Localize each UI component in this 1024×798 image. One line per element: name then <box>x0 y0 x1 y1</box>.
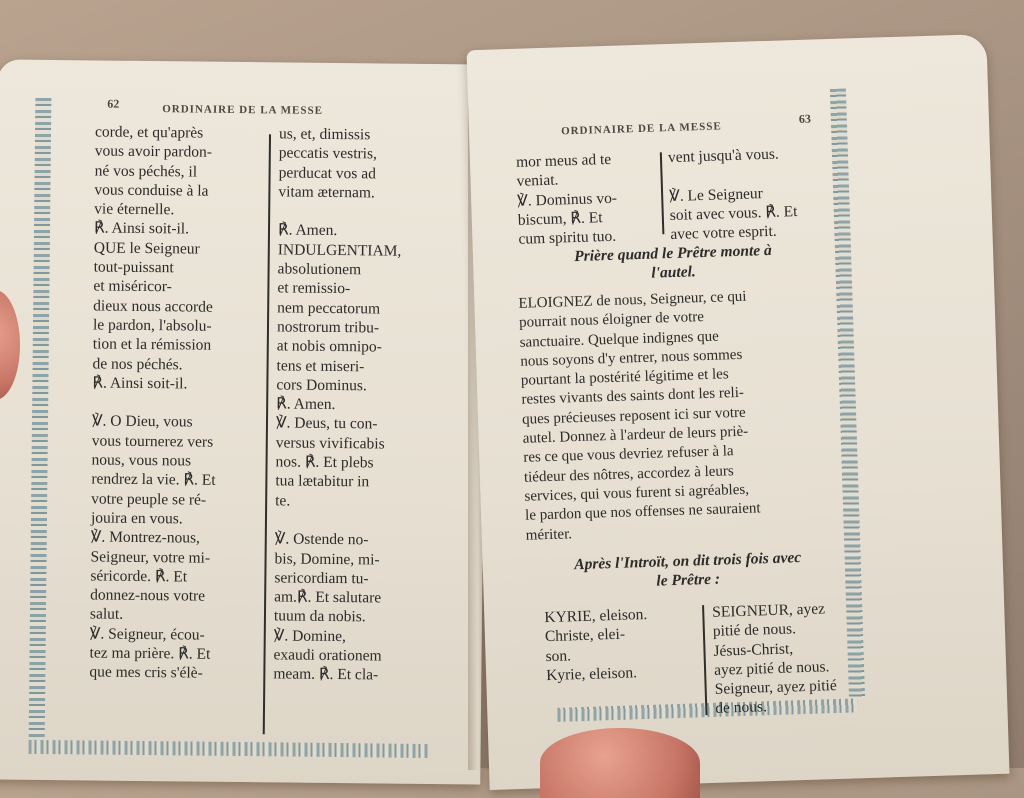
text-line: tout-puissant <box>93 258 174 277</box>
text-line: ℣. Seigneur, écou- <box>89 625 205 644</box>
text-line: Prière quand le Prêtre monte à <box>573 241 773 266</box>
text-line: né vos péchés, il <box>94 162 198 181</box>
text-line: de nos péchés. <box>92 355 183 373</box>
text-line: vous conduise à la <box>94 181 209 200</box>
text-line: meam. ℟. Et cla- <box>273 665 379 684</box>
text-line: ELOIGNEZ de nous, Seigneur, ce qui <box>518 288 747 312</box>
text-line: ℣. O Dieu, vous <box>91 412 193 431</box>
text-line: de nous. <box>715 698 768 718</box>
text-line: bis, Domine, mi- <box>274 549 380 569</box>
text-line: Jésus-Christ, <box>713 639 794 660</box>
text-line: ℟. Ainsi soit-il. <box>93 219 190 238</box>
text-line: biscum, ℟. Et <box>517 209 603 229</box>
text-line: le pardon, l'absolu- <box>92 316 212 335</box>
text-line: pourrait nous éloigner de votre <box>518 309 705 332</box>
page-number-right: 63 <box>798 111 812 126</box>
column-rule-right-top <box>660 152 665 234</box>
text-line: veniat. <box>516 171 559 191</box>
text-line: votre peuple se ré- <box>91 490 207 509</box>
text-line: rendrez la vie. ℟. Et <box>91 470 216 490</box>
text-line: QUE le Seigneur <box>93 239 200 258</box>
text-line: son. <box>545 646 572 665</box>
text-line: perducat vos ad <box>278 163 376 183</box>
text-line: Kyrie, eleison. <box>545 664 638 685</box>
text-line: cum spiritu tuo. <box>518 227 617 248</box>
text-line: soit avec vous. ℟. Et <box>669 202 798 224</box>
text-line: Après l'Introït, on dit trois fois avec <box>573 549 802 574</box>
text-line: que mes cris s'élè- <box>89 663 203 682</box>
text-line: avec votre esprit. <box>670 222 777 244</box>
left-column-latin <box>273 124 444 685</box>
text-line: versus vivificabis <box>275 434 385 453</box>
text-line: restes vivants des saints dont les reli- <box>521 385 745 409</box>
text-line: vie éternelle. <box>94 200 175 219</box>
text-line: nem peccatorum <box>277 299 381 318</box>
text-line: séricorde. ℟. Et <box>90 567 188 586</box>
right-top-latin <box>516 148 659 249</box>
text-line: tua lætabitur in <box>275 472 370 491</box>
text-line: ℣. Ostende no- <box>274 530 369 549</box>
text-line: mor meus ad te <box>515 150 612 171</box>
running-head-right: ORDINAIRE DE LA MESSE <box>560 120 722 138</box>
right-page <box>467 34 1010 790</box>
text-line <box>275 510 440 531</box>
text-line: ℟. Amen. <box>277 221 338 240</box>
thumb-bottom <box>540 728 700 798</box>
ornamental-border-left <box>29 98 52 738</box>
text-line: tion et la rémission <box>92 335 212 354</box>
page-number-left: 62 <box>107 96 120 111</box>
kyrie-latin <box>544 603 696 685</box>
text-line: pourtant la postérité légitime et les <box>520 366 729 389</box>
text-line: et remissio- <box>277 279 351 298</box>
text-line: Seigneur, votre mi- <box>90 547 211 567</box>
text-line: pitié de nous. <box>712 620 797 641</box>
running-head-left: ORDINAIRE DE LA MESSE <box>162 103 323 117</box>
left-column-french <box>89 122 265 683</box>
text-line: sanctuaire. Quelque indignes que <box>519 328 719 351</box>
text-line: te. <box>275 492 291 510</box>
text-line: res ce que vous devriez refuser à la <box>523 443 734 467</box>
text-line: ℣. Dominus vo- <box>516 189 618 210</box>
text-line: us, et, dimissis <box>278 125 371 144</box>
text-line: KYRIE, eleison. <box>544 605 648 627</box>
text-line: nous soyons d'y entrer, nous sommes <box>520 346 743 370</box>
text-line: vent jusqu'à vous. <box>667 145 780 167</box>
text-line: services, qui vous furent si agréables, <box>524 481 750 505</box>
text-line: SEIGNEUR, ayez <box>712 600 826 621</box>
text-line: vous tournerez vers <box>91 432 214 451</box>
text-line: et miséricor- <box>93 277 172 296</box>
text-line: cors Dominus. <box>276 376 367 395</box>
text-line: absolutionem <box>277 260 362 279</box>
text-line: Christe, elei- <box>544 625 626 646</box>
heading-apres-introit <box>522 546 853 595</box>
text-line: nos. ℟. Et plebs <box>275 453 374 472</box>
text-line: Seigneur, ayez pitié <box>714 677 837 699</box>
text-line: tez ma prière. ℟. Et <box>89 644 211 663</box>
right-top-french <box>668 143 831 244</box>
text-line: vitam æternam. <box>278 183 375 202</box>
text-line: ℣. Deus, tu con- <box>275 414 378 433</box>
text-line: ℣. Le Seigneur <box>668 184 764 205</box>
paragraph-eloignez <box>518 284 856 545</box>
text-line: vous avoir pardon- <box>94 142 213 161</box>
text-line: tiédeur des nôtres, accordez à leurs <box>523 462 735 486</box>
text-line: nostrorum tribu- <box>276 318 380 337</box>
text-line: tens et miseri- <box>276 356 365 375</box>
text-line: tuum da nobis. <box>273 607 366 626</box>
text-line: dieux nous accorde <box>93 297 213 316</box>
text-line: ℣. Montrez-nous, <box>90 528 201 547</box>
text-line: nous, vous nous <box>91 451 192 470</box>
text-line: salut. <box>89 605 124 624</box>
text-line: ayez pitié de nous. <box>713 658 830 679</box>
column-rule-kyrie <box>702 605 707 715</box>
text-line: peccatis vestris, <box>278 144 378 163</box>
text-line: l'autel. <box>651 263 697 282</box>
text-line: jouira en vous. <box>90 509 183 528</box>
text-line: ℣. Domine, <box>273 627 347 645</box>
text-line: ℟. Amen. <box>276 395 336 414</box>
text-line <box>278 202 443 223</box>
text-line: ques précieuses reposent ici sur votre <box>521 404 746 428</box>
left-page <box>0 59 488 784</box>
text-line: exaudi orationem <box>273 646 382 665</box>
text-line: mériter. <box>525 525 573 544</box>
text-line: ℟. Ainsi soit-il. <box>92 374 188 393</box>
text-line: corde, et qu'après <box>94 123 204 142</box>
text-line: le Prêtre : <box>656 570 721 590</box>
ornamental-border-bottom-left <box>29 740 429 758</box>
text-line: INDULGENTIAM, <box>277 241 402 260</box>
kyrie-french <box>712 598 866 718</box>
text-line: am.℟. Et salutare <box>274 588 382 607</box>
text-line: donnez-nous votre <box>90 586 206 605</box>
text-line: at nobis omnipo- <box>276 337 382 356</box>
text-line: autel. Donnez à l'ardeur de leurs priè- <box>522 423 749 447</box>
text-line: le pardon que nos offenses ne sauraient <box>524 500 761 524</box>
text-line <box>92 393 262 414</box>
text-line: sericordiam tu- <box>274 569 369 588</box>
